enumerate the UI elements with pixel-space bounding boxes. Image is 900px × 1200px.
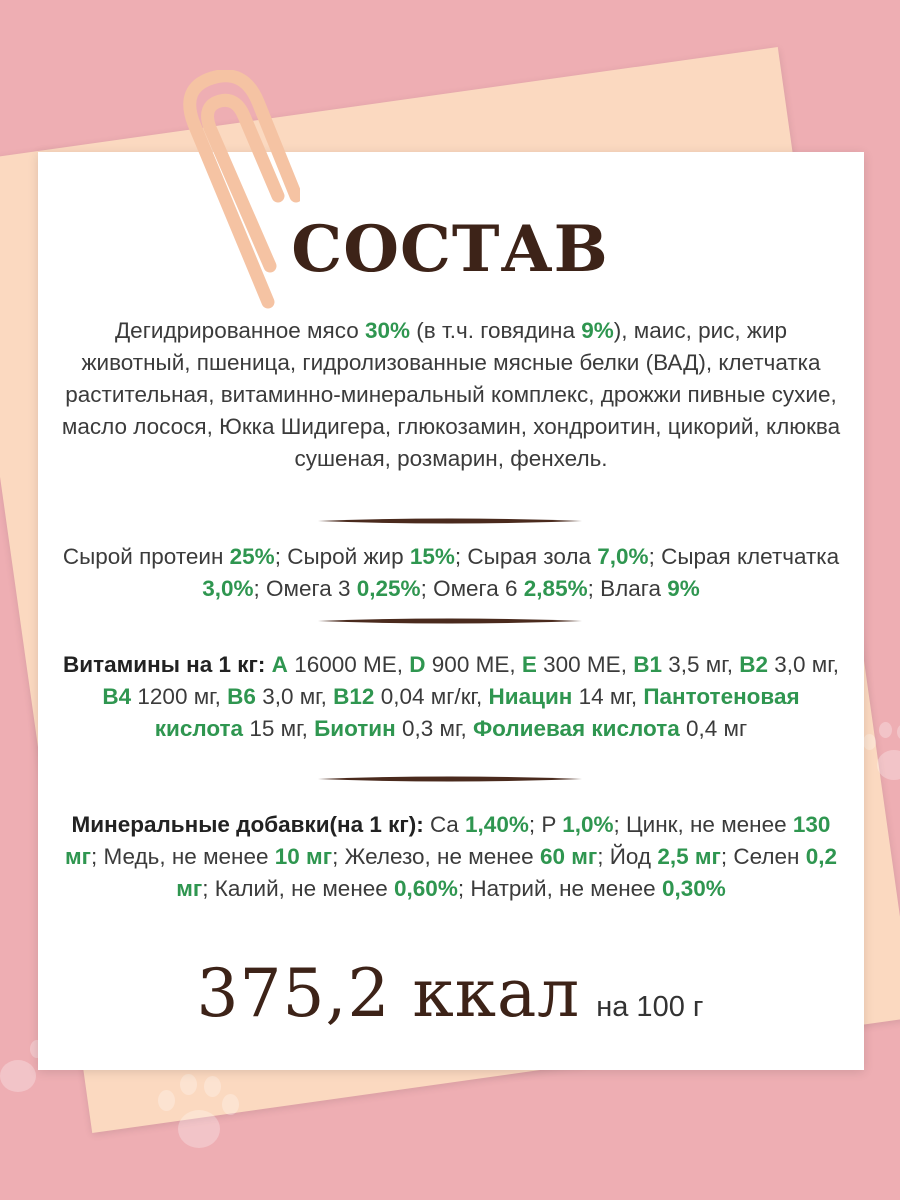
vitamin-amount: 3,0 мг	[262, 684, 321, 709]
beef-percent: 9%	[581, 318, 614, 343]
mineral-label: ; Калий, не менее	[202, 876, 395, 901]
vitamin-amount: 0,3 мг	[401, 716, 461, 741]
vitamin-amount: 15 мг	[249, 716, 302, 741]
vitamin-amount: 0,4 мг	[686, 716, 748, 741]
vitamin-name: Пантотеновая кислота	[154, 684, 800, 741]
vitamin-amount: 3,0 мг	[774, 652, 833, 677]
kcal-unit: на 100 г	[596, 991, 704, 1023]
analysis-label: ; Сырая зола	[454, 544, 598, 569]
analysis-value: 9%	[667, 576, 700, 601]
analysis-text	[60, 541, 842, 605]
divider-line	[318, 517, 582, 525]
vitamins-heading: Витамины на 1 кг:	[63, 652, 266, 677]
paw-print-icon	[150, 1070, 240, 1160]
meat-percent: 30%	[364, 318, 411, 343]
analysis-label: ; Сырая клетчатка	[648, 544, 840, 569]
vitamin-name: D	[409, 652, 426, 677]
analysis-value: 2,85%	[523, 576, 588, 601]
analysis-label: ; Омега 6	[420, 576, 524, 601]
vitamin-amount: 1200 мг	[137, 684, 215, 709]
minerals-text	[60, 809, 842, 905]
vitamin-name: B2	[739, 652, 768, 677]
vitamin-name: B1	[633, 652, 662, 677]
mineral-label: ; Медь, не менее	[91, 844, 275, 869]
mineral-value: 60 мг	[539, 844, 598, 869]
analysis-value: 3,0%	[202, 576, 254, 601]
vitamin-amount: 16000 МЕ	[294, 652, 397, 677]
vitamin-amount: 14 мг	[578, 684, 631, 709]
vitamin-name: B6	[227, 684, 256, 709]
mineral-value: 0,30%	[661, 876, 726, 901]
mineral-value: 130 мг	[65, 812, 831, 869]
page-title: СОСТАВ	[291, 212, 609, 287]
composition-part: Дегидрированное мясо	[114, 318, 365, 343]
analysis-label: Сырой протеин	[62, 544, 230, 569]
analysis-value: 25%	[229, 544, 275, 569]
analysis-value: 15%	[409, 544, 455, 569]
mineral-value: 0,2 мг	[176, 844, 837, 901]
mineral-value: 2,5 мг	[657, 844, 721, 869]
energy-value	[0, 955, 900, 1032]
analysis-label: ; Омега 3	[253, 576, 357, 601]
mineral-label: Ca	[423, 812, 466, 837]
analysis-label: ; Сырой жир	[274, 544, 410, 569]
mineral-label: ; Йод	[597, 844, 658, 869]
minerals-heading: Минеральные добавки(на 1 кг):	[71, 812, 424, 837]
analysis-label: ; Влага	[587, 576, 668, 601]
vitamin-name: B4	[102, 684, 132, 709]
vitamin-amount: 900 МЕ	[431, 652, 510, 677]
vitamin-name: Биотин	[314, 716, 396, 741]
divider-line	[318, 775, 582, 783]
mineral-value: 10 мг	[274, 844, 333, 869]
vitamins-text: Витамины на 1 кг: A 16000 МЕ, D 900 МЕ, E 300 МЕ, B1 3,5 мг, B2 3,0 мг, B4 1200 мг, B6 3,0 мг, B12 0,04 мг/кг, Ниацин 14 мг, Пантотеновая кислота 15 мг, Биотин 0,3 мг, Фолиевая кислота 0,4 мг	[63, 652, 839, 741]
vitamin-name: Ниацин	[488, 684, 573, 709]
mineral-label: ; Селен	[720, 844, 806, 869]
vitamin-name: E	[521, 652, 537, 677]
analysis-value: 0,25%	[356, 576, 421, 601]
mineral-value: 1,0%	[562, 812, 614, 837]
kcal-number: 375,2 ккал	[196, 955, 581, 1032]
mineral-value: 0,60%	[394, 876, 458, 901]
vitamin-name: B12	[333, 684, 375, 709]
vitamin-name: A	[271, 652, 288, 677]
vitamin-name: Фолиевая кислота	[472, 716, 680, 741]
vitamin-amount: 3,5 мг	[668, 652, 727, 677]
mineral-label: ; Железо, не менее	[332, 844, 540, 869]
vitamin-amount: 0,04 мг/кг	[380, 684, 476, 709]
composition-text	[60, 315, 842, 475]
mineral-label: ; Натрий, не менее	[457, 876, 662, 901]
composition-part: ), маис, рис, жир животный, пшеница, гидролизованные мясные белки (ВАД), клетчатка растительная, витаминно-минеральный комплекс, дрожжи пивные сухие, масло лосося, Юкка Шидигера, глюкозамин, хондроитин, цикорий, клюква сушеная, розмарин, фенхель.	[61, 318, 841, 471]
mineral-label: ; Цинк, не менее	[613, 812, 793, 837]
divider-line	[318, 617, 582, 625]
mineral-label: ; P	[528, 812, 563, 837]
mineral-value: 1,40%	[465, 812, 529, 837]
vitamin-amount: 300 МЕ	[543, 652, 621, 677]
analysis-value: 7,0%	[597, 544, 649, 569]
composition-part: (в т.ч. говядина	[410, 318, 582, 343]
